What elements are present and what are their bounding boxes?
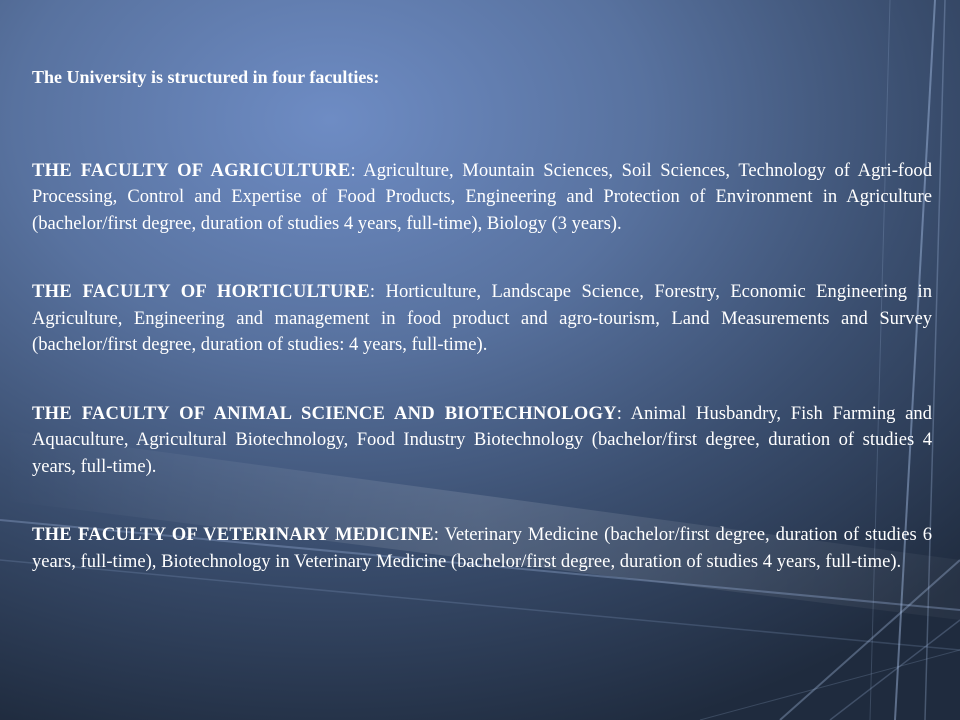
slide-content: [32, 64, 932, 575]
faculty-animal-science-paragraph: [32, 401, 932, 481]
faculty-veterinary-description: : Veterinary Medicine (bachelor/first degree, duration of studies 6 years, full-time), Biotechnology in Veterinary Medicine (bachelor/first degree, duration of studies 4 years, full-time).: [32, 524, 932, 572]
faculty-veterinary-paragraph: [32, 522, 932, 575]
faculty-horticulture-paragraph: [32, 279, 932, 359]
faculty-agriculture-description: : Agriculture, Mountain Sciences, Soil Sciences, Technology of Agri-food Processing, Control and Expertise of Food Products, Engineering and Protection of Environment in Agriculture (bachelor/first degree, duration of studies 4 years, full-time), Biology (3 years).: [32, 159, 932, 234]
spacer: [32, 359, 932, 401]
faculty-horticulture-description: : Horticulture, Landscape Science, Forestry, Economic Engineering in Agriculture, Engineering and management in food product and agro-tourism, Land Measurements and Survey (bachelor/first degree, duration of studies: 4 years, full-time).: [32, 281, 932, 355]
faculty-animal-science-description: : Animal Husbandry, Fish Farming and Aquaculture, Agricultural Biotechnology, Food Industry Biotechnology (bachelor/first degree, duration of studies 4 years, full-time).: [32, 402, 932, 477]
faculty-agriculture-title: THE FACULTY OF AGRICULTURE: [32, 159, 351, 181]
spacer: [32, 480, 932, 522]
intro-text: The University is structured in four faculties:: [32, 67, 380, 87]
faculty-agriculture-paragraph: [32, 158, 932, 238]
faculty-veterinary-title: THE FACULTY OF VETERINARY MEDICINE: [32, 524, 434, 545]
spacer: [32, 237, 932, 279]
faculty-animal-science-title: THE FACULTY OF ANIMAL SCIENCE AND BIOTECHNOLOGY: [32, 402, 617, 424]
spacer: [32, 91, 932, 158]
faculty-horticulture-title: THE FACULTY OF HORTICULTURE: [32, 281, 370, 302]
